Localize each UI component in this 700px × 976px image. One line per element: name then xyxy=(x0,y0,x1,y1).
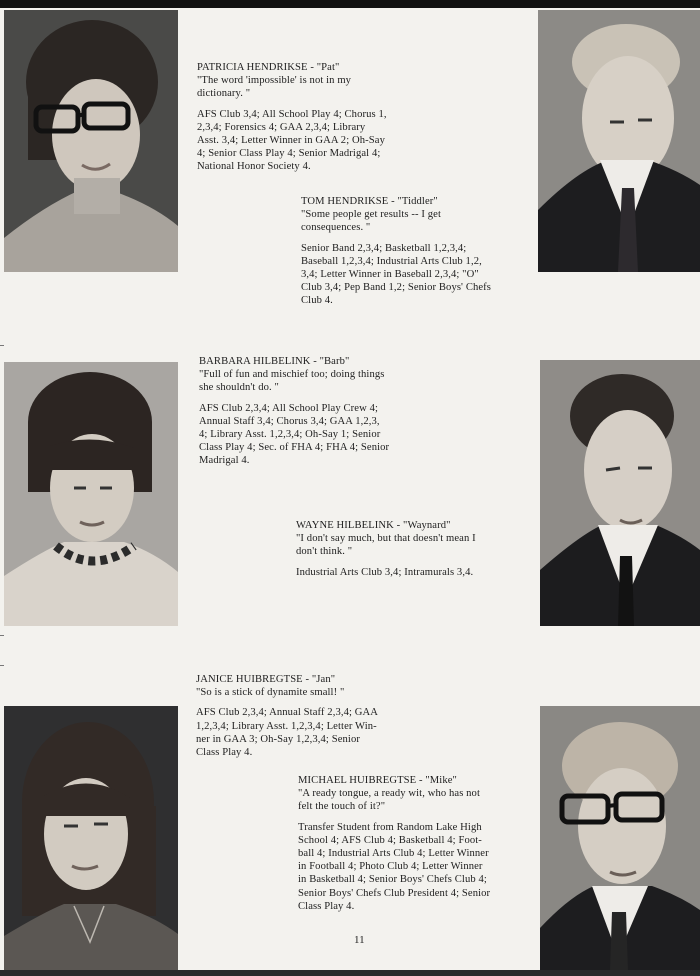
student-heading: JANICE HUIBREGTSE - "Jan" xyxy=(196,674,336,685)
entry-wayne xyxy=(296,519,532,579)
portrait-janice xyxy=(4,706,178,970)
student-activities-line: AFS Club 3,4; All School Play 4; Chorus 1, xyxy=(197,108,387,120)
entry-janice xyxy=(196,673,440,759)
binding-mark xyxy=(0,345,4,346)
entry-michael xyxy=(298,774,534,913)
student-activities-line: Club 3,4; Pep Band 1,2; Senior Boys' Chefs xyxy=(301,282,492,294)
student-activities-line: in Football 4; Photo Club 4; Letter Winner xyxy=(298,861,483,873)
student-heading: PATRICIA HENDRIKSE - "Pat" xyxy=(197,62,340,73)
binding-mark xyxy=(0,665,4,666)
student-activities-line: National Honor Society 4. xyxy=(197,161,311,173)
portrait-tom xyxy=(538,10,700,272)
student-heading: WAYNE HILBELINK - "Waynard" xyxy=(296,520,451,531)
binding-mark xyxy=(0,635,4,636)
student-activities-line: Club 4. xyxy=(301,295,333,307)
student-activities-line: ball 4; Industrial Arts Club 4; Letter Winner xyxy=(298,848,489,860)
student-activities-line: Senior Band 2,3,4; Basketball 1,2,3,4; xyxy=(301,242,467,254)
page-top-edge xyxy=(0,0,700,8)
student-activities-line: AFS Club 2,3,4; Annual Staff 2,3,4; GAA xyxy=(196,707,379,719)
student-quote-line: dictionary. " xyxy=(197,88,251,100)
page-bottom-edge xyxy=(0,970,700,976)
student-activities-line: 4; Senior Class Play 4; Senior Madrigal 4; xyxy=(197,148,381,160)
student-heading: MICHAEL HUIBREGTSE - "Mike" xyxy=(298,775,457,786)
student-activities-line: ner in GAA 3; Oh-Say 1,2,3,4; Senior xyxy=(196,733,360,745)
student-activities-line: 2,3,4; Forensics 4; GAA 2,3,4; Library xyxy=(197,121,366,133)
student-activities-line: 4; Library Asst. 1,2,3,4; Oh-Say 1; Senior xyxy=(199,429,381,441)
student-activities-line: Madrigal 4. xyxy=(199,455,250,467)
page-number: 11 xyxy=(354,934,365,946)
student-activities-line: Industrial Arts Club 3,4; Intramurals 3,4. xyxy=(296,566,474,578)
portrait-michael xyxy=(540,706,700,970)
student-activities-line: Baseball 1,2,3,4; Industrial Arts Club 1,2, xyxy=(301,255,482,267)
student-activities-line: AFS Club 2,3,4; All School Play Crew 4; xyxy=(199,402,379,414)
portrait-wayne xyxy=(540,360,700,626)
student-activities-line: Transfer Student from Random Lake High xyxy=(298,821,482,833)
entry-barbara xyxy=(199,355,439,468)
student-quote-line: "Some people get results -- I get xyxy=(301,209,442,221)
student-quote-line: "The word 'impossible' is not in my xyxy=(197,75,352,87)
student-quote-line: "So is a stick of dynamite small! " xyxy=(196,687,345,699)
student-activities-line: 3,4; Letter Winner in Baseball 2,3,4; "O" xyxy=(301,269,479,281)
student-activities-line: Annual Staff 3,4; Chorus 3,4; GAA 1,2,3, xyxy=(199,415,380,427)
student-heading: BARBARA HILBELINK - "Barb" xyxy=(199,356,350,367)
student-quote-line: "A ready tongue, a ready wit, who has not xyxy=(298,788,480,800)
student-activities-line: Class Play 4; Sec. of FHA 4; FHA 4; Senior xyxy=(199,442,390,454)
student-quote-line: consequences. " xyxy=(301,222,371,234)
portrait-barbara xyxy=(4,362,178,626)
student-quote-line: don't think. " xyxy=(296,546,353,558)
student-activities-line: School 4; AFS Club 4; Basketball 4; Foot- xyxy=(298,834,482,846)
student-activities-line: in Basketball 4; Senior Boys' Chefs Club 4; xyxy=(298,874,487,886)
student-quote-line: felt the touch of it?" xyxy=(298,801,386,813)
student-quote-line: she shouldn't do. " xyxy=(199,382,279,394)
student-activities-line: Class Play 4. xyxy=(298,900,355,912)
student-activities-line: Senior Boys' Chefs Club President 4; Senior xyxy=(298,887,491,899)
student-quote-line: "Full of fun and mischief too; doing things xyxy=(199,369,385,381)
portrait-patricia xyxy=(4,10,178,272)
entry-patricia xyxy=(197,61,447,174)
student-activities-line: Asst. 3,4; Letter Winner in GAA 2; Oh-Say xyxy=(197,135,385,147)
student-activities-line: Class Play 4. xyxy=(196,747,253,759)
student-activities-line: 1,2,3,4; Library Asst. 1,2,3,4; Letter Win- xyxy=(196,720,377,732)
entry-tom xyxy=(301,195,535,308)
student-quote-line: "I don't say much, but that doesn't mean I xyxy=(296,533,476,545)
student-heading: TOM HENDRIKSE - "Tiddler" xyxy=(301,196,438,207)
